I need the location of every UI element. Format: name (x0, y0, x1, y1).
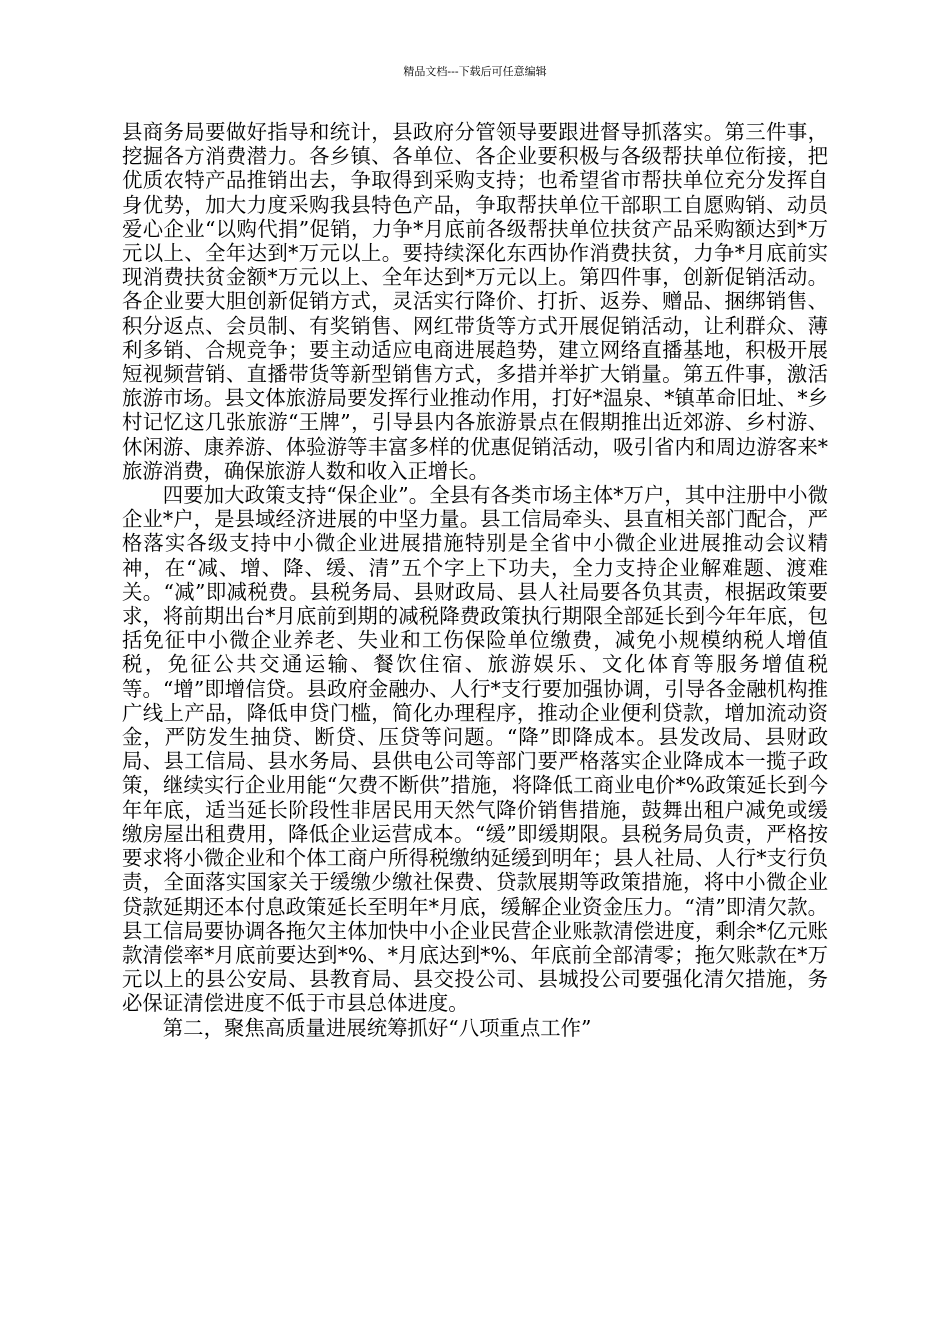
paragraph-section-heading: 第二，聚焦高质量进展统筹抓好“八项重点工作” (162, 1015, 592, 1040)
document-body (122, 120, 828, 1040)
page-header: 精品文档---下载后可任意编辑 (403, 65, 547, 78)
paragraph-policy-support: 四要加大政策支持“保企业”。全县有各类市场主体*万户，其中注册中小微企业*户，是县域经济进展的中坚力量。县工信局牵头、县直相关部门配合，严格落实各级支持中小微企业进展措施特别是全省中小微企业进展推动会议精神，在“减、增、降、缓、清”五个字上下功夫，全力支持企业解难题、渡难关。“减”即减税费。县税务局、县财政局、县人社局要各负其责，根据政策要求，将前期出台*月底前到期的减税降费政策执行期限全部延长到今年年底，包括免征中小微企业养老、失业和工伤保险单位缴费，减免小规模纳税人增值税，免征公共交通运输、餐饮住宿、旅游娱乐、文化体育等服务增值税等。“增”即增信贷。县政府金融办、人行*支行要加强协调，引导各金融机构推广线上产品，降低申贷门槛，简化办理程序，推动企业便利贷款，增加流动资金，严防发生抽贷、断贷、压贷等问题。“降”即降成本。县发改局、县财政局、县工信局、县水务局、县供电公司等部门要严格落实企业降成本一揽子政策，继续实行企业用能“欠费不断供”措施，将降低工商业电价*%政策延长到今年年底，适当延长阶段性非居民用天然气降价销售措施，鼓舞出租户减免或缓缴房屋出租费用，降低企业运营成本。“缓”即缓期限。县税务局负责，严格按要求将小微企业和个体工商户所得税缴纳延缓到明年；县人社局、人行*支行负责，全面落实国家关于缓缴少缴社保费、贷款展期等政策措施，将中小微企业贷款延期还本付息政策延长至明年*月底，缓解企业资金压力。“清”即清欠款。县工信局要协调各拖欠主体加快中小企业民营企业账款清偿进度，剩余*亿元账款清偿率*月底前要达到*%、*月底达到*%、年底前全部清零；拖欠账款在*万元以上的县公安局、县教育局、县交投公司、县城投公司要强化清欠措施，务必保证清偿进度不低于市县总体进度。 (122, 483, 828, 1016)
paragraph-consumption-continued: 县商务局要做好指导和统计，县政府分管领导要跟进督导抓落实。第三件事，挖掘各方消费潜力。各乡镇、各单位、各企业要积极与各级帮扶单位衔接，把优质农特产品推销出去，争取得到采购支持；也希望省市帮扶单位充分发挥自身优势，加大力度采购我县特色产品，争取帮扶单位干部职工自愿购销、动员爱心企业“以购代捐”促销，力争*月底前各级帮扶单位扶贫产品采购额达到*万元以上、全年达到*万元以上。要持续深化东西协作消费扶贫，力争*月底前实现消费扶贫金额*万元以上、全年达到*万元以上。第四件事，创新促销活动。各企业要大胆创新促销方式，灵活实行降价、打折、返券、赠品、捆绑销售、积分返点、会员制、有奖销售、网红带货等方式开展促销活动，让利群众、薄利多销、合规竞争；要主动适应电商进展趋势，建立网络直播基地，积极开展短视频营销、直播带货等新型销售方式，多措并举扩大销量。第五件事，激活旅游市场。县文体旅游局要发挥行业推动作用，打好*温泉、*镇革命旧址、*乡村记忆这几张旅游“王牌”，引导县内各旅游景点在假期推出近郊游、乡村游、休闲游、康养游、体验游等丰富多样的优惠促销活动，吸引省内和周边游客来*旅游消费，确保旅游人数和收入正增长。 (122, 120, 828, 483)
